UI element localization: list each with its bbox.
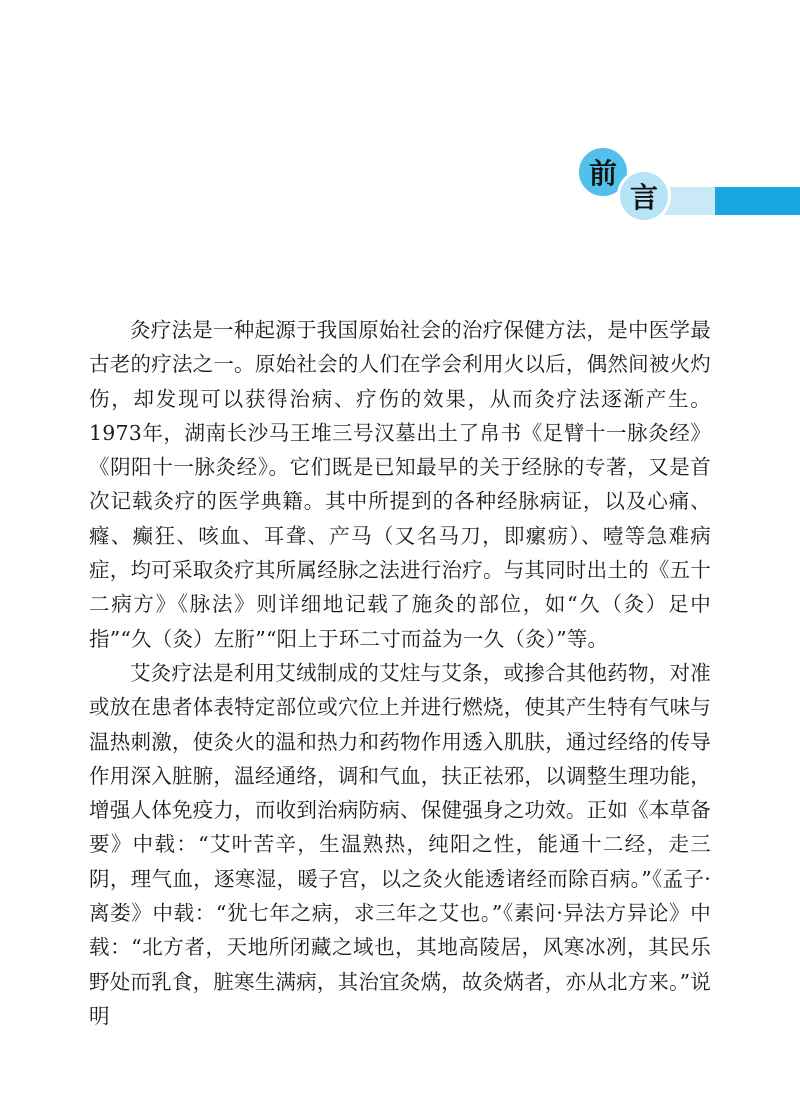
- heading-band: [715, 187, 800, 215]
- article-body: [89, 313, 711, 1033]
- heading-char-2: 言: [629, 181, 658, 214]
- paragraph-2: 艾灸疗法是利用艾绒制成的艾炷与艾条，或掺合其他药物，对准或放在患者体表特定部位或穴位上并进行燃烧，使其产生特有气味与温热刺激，使灸火的温和热力和药物作用透入肌肤，通过经络的传导作用深入脏腑，温经通络，调和气血，扶正祛邪，以调整生理功能，增强人体免疫力，而收到治病防病、保健强身之功效。正如《本草备要》中载：“艾叶苦辛，生温熟热，纯阳之性，能通十二经，走三阴，理气血，逐寒湿，暖子宫，以之灸火能透诸经而除百病。”《孟子·离娄》中载：“犹七年之病，求三年之艾也。”《素问·异法方异论》中载：“北方者，天地所闭藏之域也，其地高陵居，风寒冰冽，其民乐野处而乳食，脏寒生满病，其治宜灸焫，故灸焫者，亦从北方来。”说明: [89, 660, 711, 1028]
- heading-char-circle-2: [617, 169, 671, 223]
- heading-char-1: 前: [588, 157, 617, 190]
- paragraph-1: 灸疗法是一种起源于我国原始社会的治疗保健方法，是中医学最古老的疗法之一。原始社会的人们在学会利用火以后，偶然间被火灼伤，却发现可以获得治病、疗伤的效果，从而灸疗法逐渐产生。1973年，湖南长沙马王堆三号汉墓出土了帛书《足臂十一脉灸经》《阴阳十一脉灸经》。它们既是已知最早的关于经脉的专著，又是首次记载灸疗的医学典籍。其中所提到的各种经脉病证，以及心痛、癃、癫狂、咳血、耳聋、产马（又名马刀，即瘰疬）、噎等急难病症，均可采取灸疗其所属经脉之法进行治疗。与其同时出土的《五十二病方》《脉法》则详细地记载了施灸的部位，如“久（灸）足中指”“久（灸）左胻”“阳上于环二寸而益为一久（灸）”等。: [89, 318, 711, 651]
